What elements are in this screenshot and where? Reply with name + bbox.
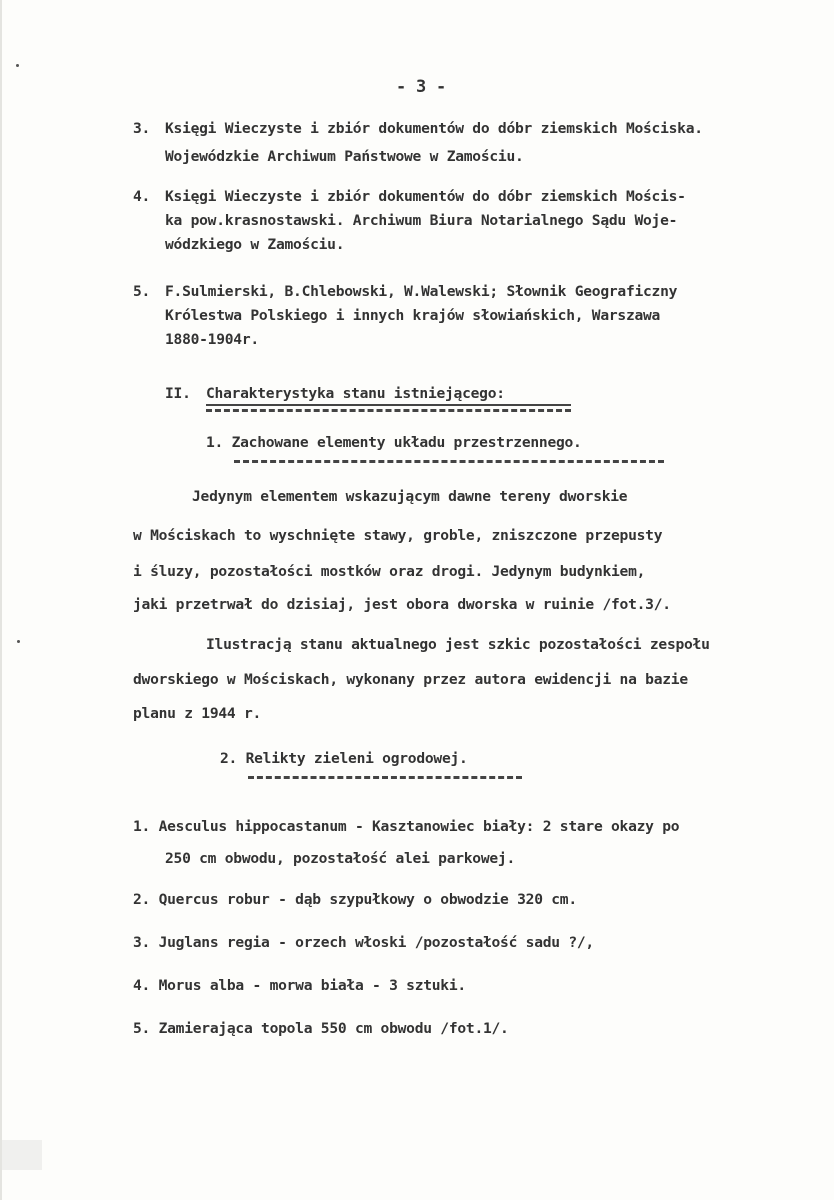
subsection-heading-underline: [234, 460, 664, 463]
paragraph-line: dworskiego w Mościskach, wykonany przez autora ewidencji na bazie: [133, 671, 688, 688]
list-item: 2. Quercus robur - dąb szypułkowy o obwodzie 320 cm.: [133, 891, 577, 908]
list-item: 5. Zamierająca topola 550 cm obwodu /fot.1/.: [133, 1020, 509, 1037]
page-edge-shadow: [2, 1140, 42, 1170]
source-item-line: ka pow.krasnostawski. Archiwum Biura Notarialnego Sądu Woje-: [165, 212, 678, 229]
paragraph-line: jaki przetrwał do dzisiaj, jest obora dworska w ruinie /fot.3/.: [133, 596, 671, 613]
section-title-underline: [206, 404, 571, 406]
margin-dot: [16, 64, 19, 67]
source-item-line: 1880-1904r.: [165, 331, 259, 348]
paragraph-line: i śluzy, pozostałości mostków oraz drogi. Jedynym budynkiem,: [133, 563, 646, 580]
section-title: Charakterystyka stanu istniejącego:: [206, 385, 505, 402]
page-number: - 3 -: [396, 77, 446, 97]
subsection-heading-underline: [248, 776, 522, 779]
paragraph-line: planu z 1944 r.: [133, 705, 262, 722]
subsection-heading: 2. Relikty zieleni ogrodowej.: [220, 750, 468, 767]
list-item: 1. Aesculus hippocastanum - Kasztanowiec biały: 2 stare okazy po: [133, 818, 680, 835]
source-item-line: F.Sulmierski, B.Chlebowski, W.Walewski; Słownik Geograficzny: [165, 283, 678, 300]
section-title-underline-dashes: [206, 409, 571, 412]
list-item: 4. Morus alba - morwa biała - 3 sztuki.: [133, 977, 466, 994]
source-item-number: 4.: [133, 188, 151, 205]
section-number: II.: [165, 385, 191, 402]
paragraph-line: Jedynym elementem wskazującym dawne tereny dworskie: [192, 488, 628, 505]
source-item-line: Królestwa Polskiego i innych krajów słowiańskich, Warszawa: [165, 307, 661, 324]
subsection-heading: 1. Zachowane elementy układu przestrzennego.: [206, 434, 582, 451]
source-item-number: 3.: [133, 120, 151, 137]
list-item-continuation: 250 cm obwodu, pozostałość alei parkowej.: [165, 850, 515, 867]
margin-dot: [17, 640, 20, 643]
source-item-line: wódzkiego w Zamościu.: [165, 236, 345, 253]
source-item-line: Księgi Wieczyste i zbiór dokumentów do dóbr ziemskich Mościska.: [165, 120, 703, 137]
paragraph-line: w Mościskach to wyschnięte stawy, groble, zniszczone przepusty: [133, 527, 663, 544]
source-item-line: Księgi Wieczyste i zbiór dokumentów do dóbr ziemskich Mościs-: [165, 188, 686, 205]
list-item: 3. Juglans regia - orzech włoski /pozostałość sadu ?/,: [133, 934, 594, 951]
source-item-line: Wojewódzkie Archiwum Państwowe w Zamościu.: [165, 148, 524, 165]
source-item-number: 5.: [133, 283, 151, 300]
paragraph-line: Ilustracją stanu aktualnego jest szkic pozostałości zespołu: [206, 636, 710, 653]
